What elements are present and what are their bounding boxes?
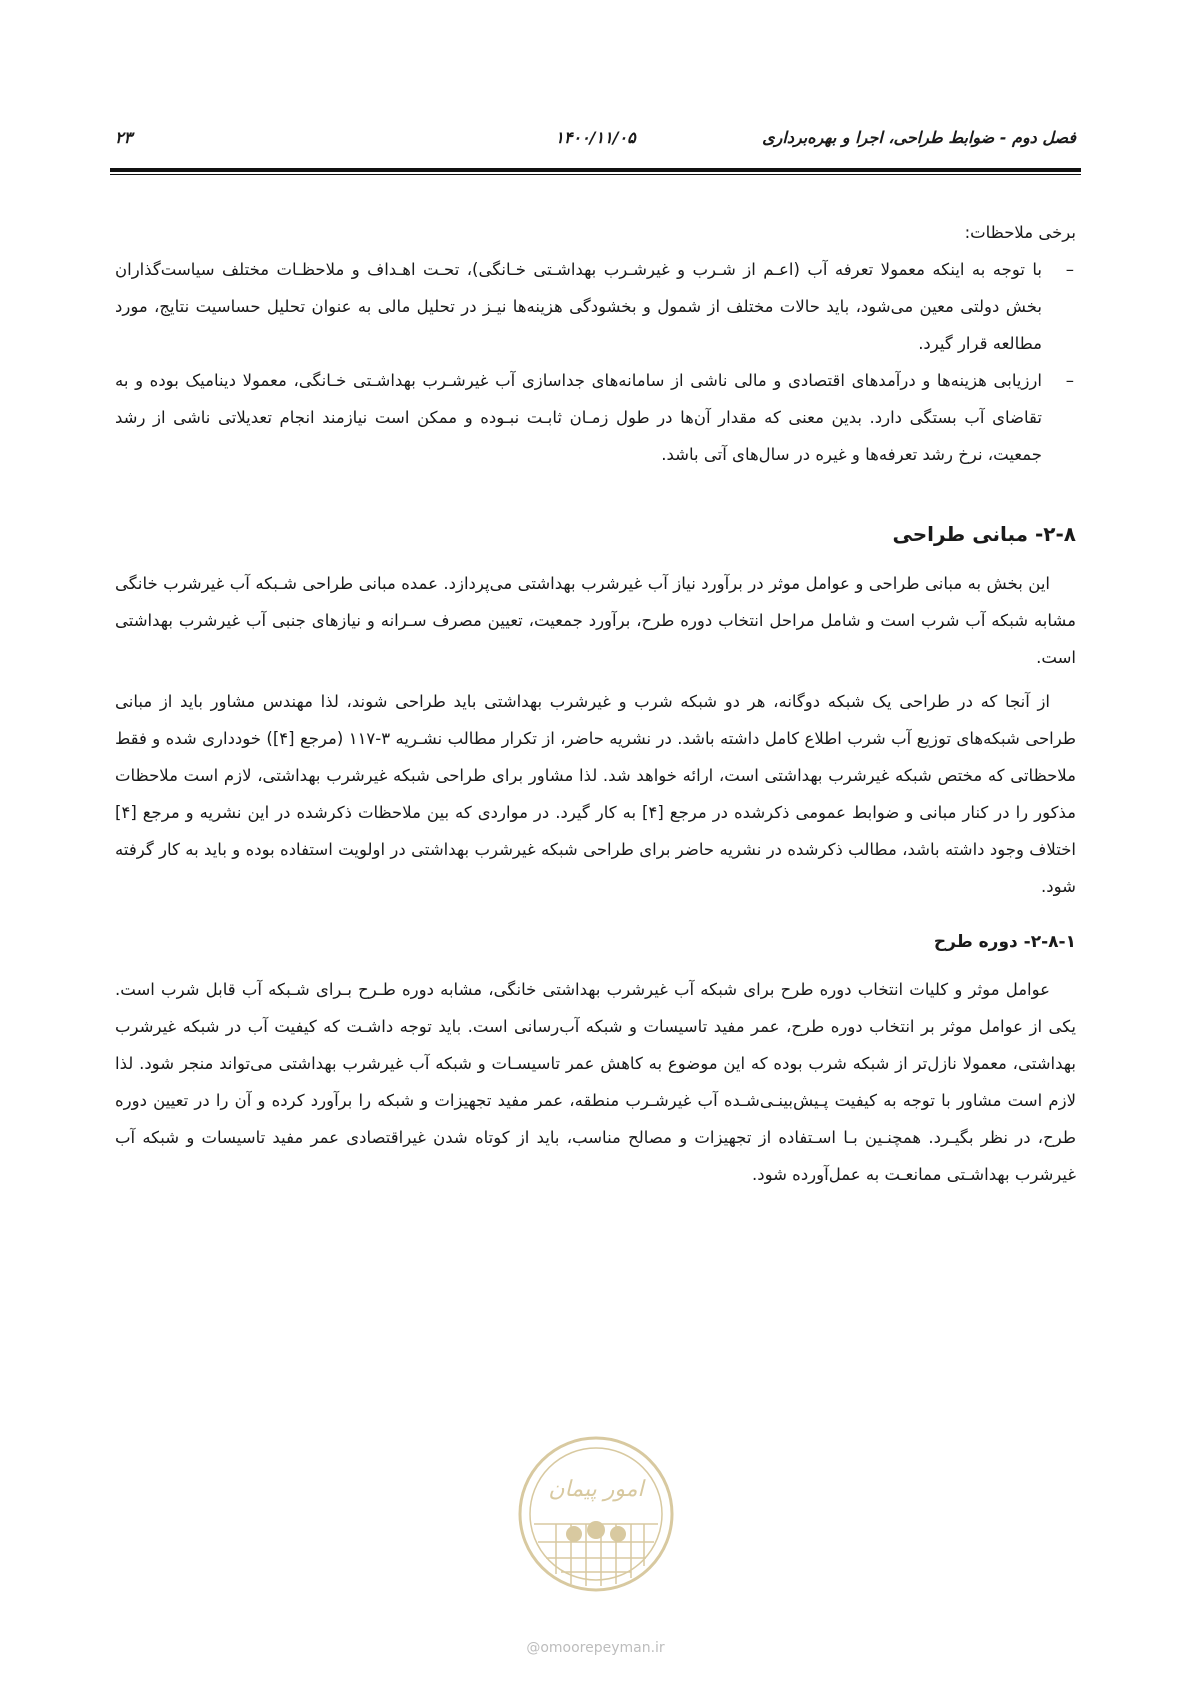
- subsection-heading: ۲-۸-۱- دوره طرح: [933, 932, 1076, 952]
- section-heading: ۲-۸- مبانی طراحی: [892, 522, 1076, 546]
- header-date: ۱۴۰۰/۱۱/۰۵: [555, 128, 636, 147]
- dash-bullet-icon: –: [1065, 260, 1074, 279]
- section-paragraph: این بخش به مبانی طراحی و عوامل موثر در برآورد نیاز آب غیرشرب بهداشتی می‌پردازد. عمده مبانی طراحی شـبکه آب غیرشرب خانگی مشابه شبکه آب شرب است و شامل مراحل انتخاب دوره طرح، برآورد جمعیت، تعیین مصرف سـرانه و نیازهای جنبی آب غیرشرب بهداشتی است.: [115, 574, 1076, 667]
- list-item: [115, 362, 1076, 473]
- header-rule-thick: [110, 168, 1081, 172]
- dash-bullet-icon: –: [1065, 371, 1074, 390]
- notes-intro: برخی ملاحظات:: [964, 223, 1076, 242]
- watermark-seal-logo: [516, 1434, 676, 1594]
- watermark-website: @omoorepeyman.ir: [526, 1640, 665, 1656]
- note-text: با توجه به اینکه معمولا تعرفه آب (اعـم از شـرب و غیرشـرب بهداشـتی خـانگی)، تحـت اهـداف و ملاحظـات مختلف سیاست‌گذاران بخش دولتی معین می‌شود، باید حالات مختلف از شمول و بخشودگی هزینه‌ها نیـز در تحلیل مالی به عنوان تحلیل حساسیت نتایج، مورد مطالعه قرار گیرد.: [115, 260, 1042, 353]
- notes-list: [115, 251, 1076, 473]
- page-header: [115, 128, 1076, 158]
- list-item: [115, 251, 1076, 362]
- page-body: [115, 214, 1076, 1193]
- section-paragraph: از آنجا که در طراحی یک شبکه دوگانه، هر دو شبکه شرب و غیرشرب بهداشتی باید طراحی شوند، لذا مهندس مشاور باید از مبانی طراحی شبکه‌های توزیع آب شرب اطلاع کامل داشته باشد. در نشریه حاضر، از تکرار مطالب نشـریه ۳-۱۱۷ (مرجع [۴]) خودداری شده و فقط ملاحظاتی که مختص شبکه غیرشرب بهداشتی است، ارائه خواهد شد. لذا مشاور برای طراحی شبکه غیرشرب بهداشتی، لازم است ملاحظات مذکور را در کنار مبانی و ضوابط عمومی ذکرشده در مرجع [۴] به کار گیرد. در مواردی که بین ملاحظات ذکرشده در این نشریه و مرجع [۴] اختلاف وجود داشته باشد، مطالب ذکرشده در نشریه حاضر برای طراحی شبکه غیرشرب بهداشتی در اولویت استفاده بوده و باید به کار گرفته شود.: [115, 692, 1076, 896]
- header-rule-thin: [110, 174, 1081, 175]
- subsection-paragraph: عوامل موثر و کلیات انتخاب دوره طرح برای شبکه آب غیرشرب بهداشتی خانگی، مشابه دوره طـرح بـرای شـبکه آب قابل شرب است. یکی از عوامل موثر بر انتخاب دوره طرح، عمر مفید تاسیسات و شبکه آب‌رسانی است. باید توجه داشـت که کیفیت آب در شبکه غیرشرب بهداشتی، معمولا نازل‌تر از شبکه شرب بوده که این موضوع به کاهش عمر تاسیسـات و شبکه آب غیرشرب بهداشتی می‌تواند منجر شود. لذا لازم است مشاور با توجه به کیفیت پـیش‌بینـی‌شـده آب غیرشـرب منطقه، عمر مفید تجهیزات و شبکه را برآورد کرده و آن را در تعیین دوره طرح، در نظر بگیـرد. همچنـین بـا اسـتفاده از تجهیزات و مصالح مناسب، باید از کوتاه شدن غیراقتصادی عمر مفید تاسیسات و شبکه آب غیرشرب بهداشـتی ممانعـت به عمل‌آورده شود.: [115, 980, 1076, 1184]
- chapter-title: فصل دوم - ضوابط طراحی، اجرا و بهره‌برداری: [762, 128, 1076, 147]
- seal-text: امور پیمان: [548, 1477, 644, 1502]
- note-text: ارزیابی هزینه‌ها و درآمدهای اقتصادی و مالی ناشی از سامانه‌های جداسازی آب غیرشـرب بهداشـتی خـانگی، معمولا دینامیک بوده و به تقاضای آب بستگی دارد. بدین معنی که مقدار آن‌ها در طول زمـان ثابـت نبـوده و ممکن است نیازمند انجام تعدیلاتی ناشی از رشد جمعیت، نرخ رشد تعرفه‌ها و غیره در سال‌های آتی باشد.: [115, 371, 1042, 464]
- page-number: ۲۳: [115, 128, 133, 147]
